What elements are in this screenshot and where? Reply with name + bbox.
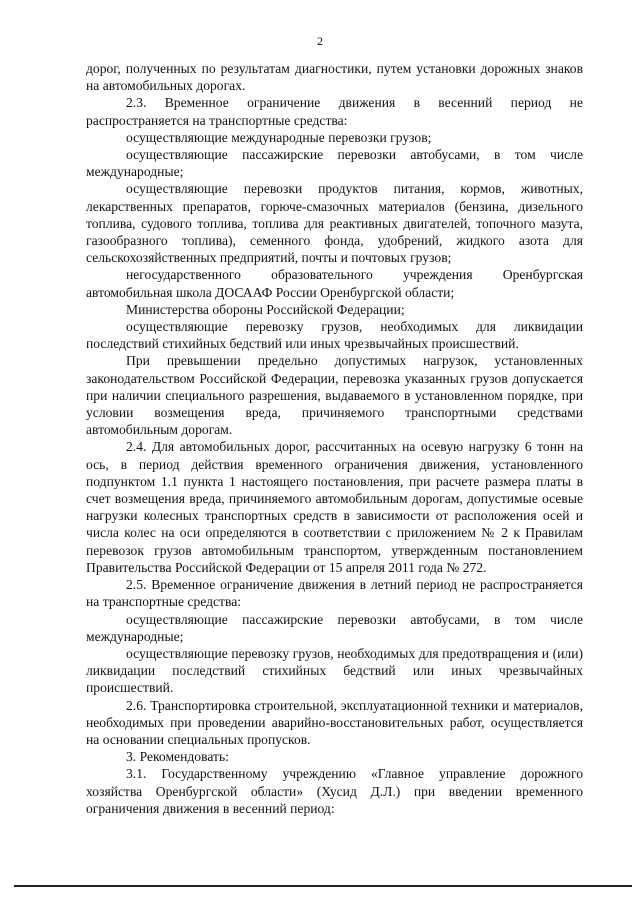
- paragraph: осуществляющие пассажирские перевозки автобусами, в том числе международные;: [86, 147, 583, 180]
- paragraph: Министерства обороны Российской Федерации;: [126, 301, 405, 317]
- paragraph: 2.6. Транспортировка строительной, эксплуатационной техники и материалов, необходимых при проведении аварийно-восстановительных работ, осуществляется на основании специальных пропусков.: [86, 697, 583, 747]
- paragraph: осуществляющие перевозки продуктов питания, кормов, животных, лекарственных препаратов, горюче-смазочных материалов (бензина, дизельного топлива, судового топлива, топлива для реактивных двигателей, топочного мазута, газообразного топлива), семенного фонда, удобрений, жидкого азота для сельскохозяйственных предприятий, почты и почтовых грузов;: [86, 181, 583, 266]
- paragraph: 2.5. Временное ограничение движения в летний период не распространяется на транспортные средства:: [86, 577, 583, 610]
- paragraph: осуществляющие перевозку грузов, необходимых для ликвидации последствий стихийных бедствий или иных чрезвычайных происшествий.: [86, 319, 583, 352]
- paragraph: осуществляющие пассажирские перевозки автобусами, в том числе международные;: [86, 611, 583, 644]
- paragraph: 3. Рекомендовать:: [126, 749, 229, 765]
- paragraph: При превышении предельно допустимых нагрузок, установленных законодательством Российской Федерации, перевозка указанных грузов допускается при наличии специального разрешения, выдаваемого в установленном порядке, при условии возмещения вреда, причиняемого транспортными средствами автомобильным дорогам.: [86, 353, 583, 438]
- paragraph: 2.3. Временное ограничение движения в весенний период не распространяется на транспортные средства:: [86, 95, 583, 128]
- paragraph: осуществляющие международные перевозки грузов;: [126, 129, 432, 145]
- paragraph: осуществляющие перевозку грузов, необходимых для предотвращения и (или) ликвидации последствий стихийных бедствий или иных чрезвычайных происшествий.: [86, 645, 583, 696]
- document-body: [86, 60, 583, 817]
- paragraph: 3.1. Государственному учреждению «Главное управление дорожного хозяйства Оренбургской области» (Хусид Д.Л.) при введении временного ограничения движения в весенний период:: [86, 766, 583, 816]
- bottom-border-line: [14, 885, 632, 887]
- paragraph: негосударственного образовательного учреждения Оренбургская автомобильная школа ДОСААФ России Оренбургской области;: [86, 267, 583, 300]
- paragraph: 2.4. Для автомобильных дорог, рассчитанных на осевую нагрузку 6 тонн на ось, в период действия временного ограничения движения, установленного подпунктом 1.1 пункта 1 настоящего постановления, при расчете размера платы в счет возмещения вреда, причиняемого автомобильным дорогам, допустимые осевые нагрузки колесных транспортных средств в зависимости от расположения осей и числа колес на оси определяются в соответствии с приложением № 2 к Правилам перевозок грузов автомобильным транспортом, утвержденным постановлением Правительства Российской Федерации от 15 апреля 2011 года № 272.: [86, 439, 583, 575]
- page-number: 2: [317, 34, 323, 48]
- paragraph: дорог, полученных по результатам диагностики, путем установки дорожных знаков на автомобильных дорогах.: [86, 61, 583, 94]
